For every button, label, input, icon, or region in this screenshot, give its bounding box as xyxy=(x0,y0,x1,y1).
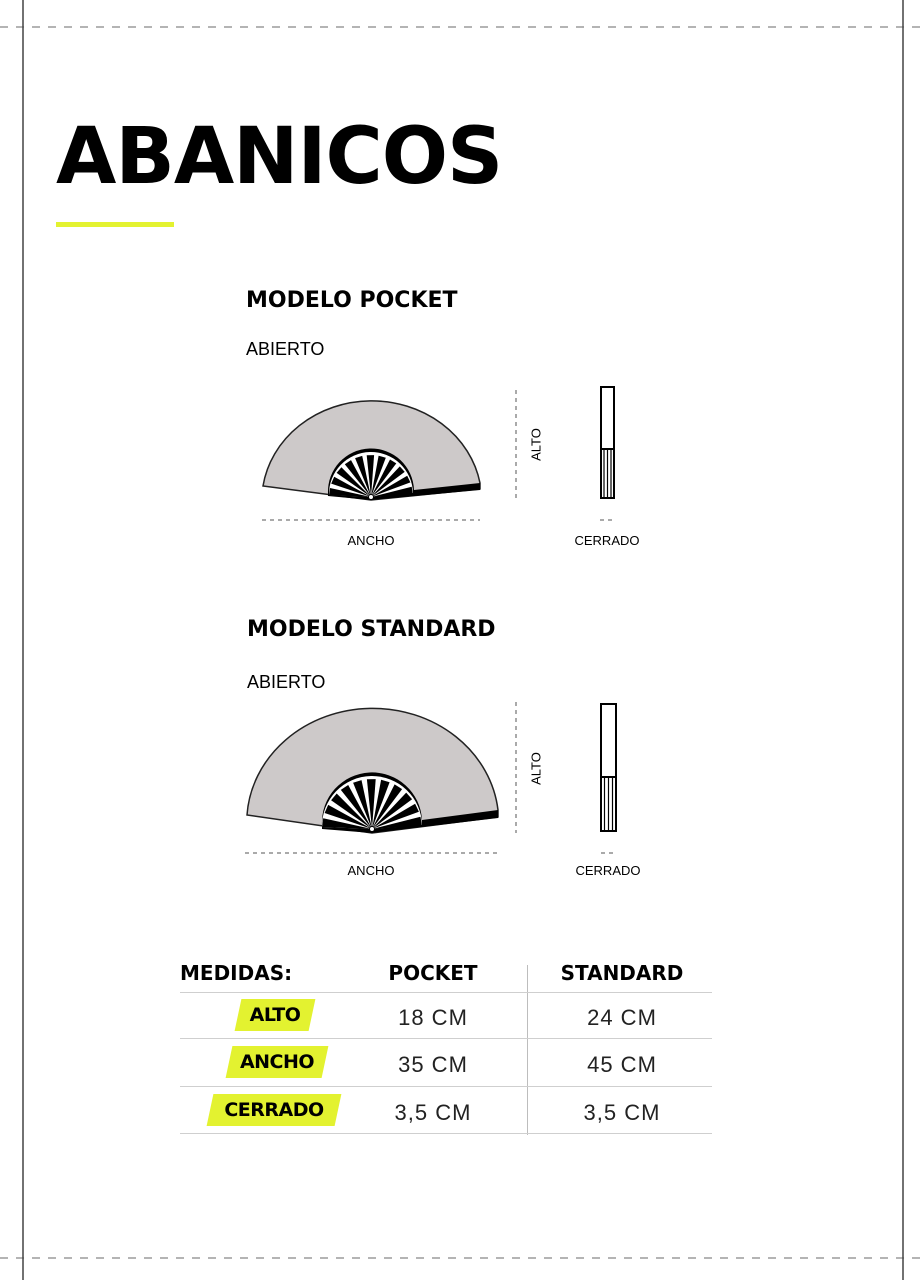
model-heading-standard: MODELO STANDARD xyxy=(247,617,496,642)
open-fan-standard xyxy=(247,708,498,833)
cell-standard-ancho: 45 CM xyxy=(587,1052,657,1077)
row-divider xyxy=(180,992,712,993)
closed-label-standard: CERRADO xyxy=(575,863,641,878)
width-label-pocket: ANCHO xyxy=(347,533,395,548)
closed-label-pocket: CERRADO xyxy=(574,533,640,548)
row-divider xyxy=(180,1038,712,1039)
row-divider xyxy=(180,1133,712,1134)
row-divider xyxy=(180,1086,712,1087)
state-label-standard: ABIERTO xyxy=(247,672,326,692)
row-label: ALTO xyxy=(249,1004,301,1026)
closed-fan-standard xyxy=(601,704,616,831)
cell-standard-alto: 24 CM xyxy=(587,1005,657,1030)
state-label-pocket: ABIERTO xyxy=(246,339,325,359)
row-label-badge xyxy=(210,1094,338,1126)
table-header-label: MEDIDAS: xyxy=(180,961,293,985)
model-heading-pocket: MODELO POCKET xyxy=(246,288,458,313)
cell-pocket-cerrado: 3,5 CM xyxy=(394,1100,472,1125)
width-label-standard: ANCHO xyxy=(347,863,395,878)
row-label: ANCHO xyxy=(239,1051,315,1073)
table-header-standard: STANDARD xyxy=(560,961,684,985)
cell-standard-cerrado: 3,5 CM xyxy=(583,1100,661,1125)
row-label-badge xyxy=(229,1046,325,1078)
row-label-badge xyxy=(238,999,312,1031)
cell-pocket-ancho: 35 CM xyxy=(398,1052,468,1077)
height-label-pocket: ALTO xyxy=(528,428,544,461)
height-label-standard: ALTO xyxy=(528,752,544,785)
column-divider xyxy=(527,965,528,1135)
cell-pocket-alto: 18 CM xyxy=(398,1005,468,1030)
row-label: CERRADO xyxy=(224,1099,324,1121)
page-title: ABANICOS xyxy=(56,112,503,202)
table-header-pocket: POCKET xyxy=(388,961,478,985)
